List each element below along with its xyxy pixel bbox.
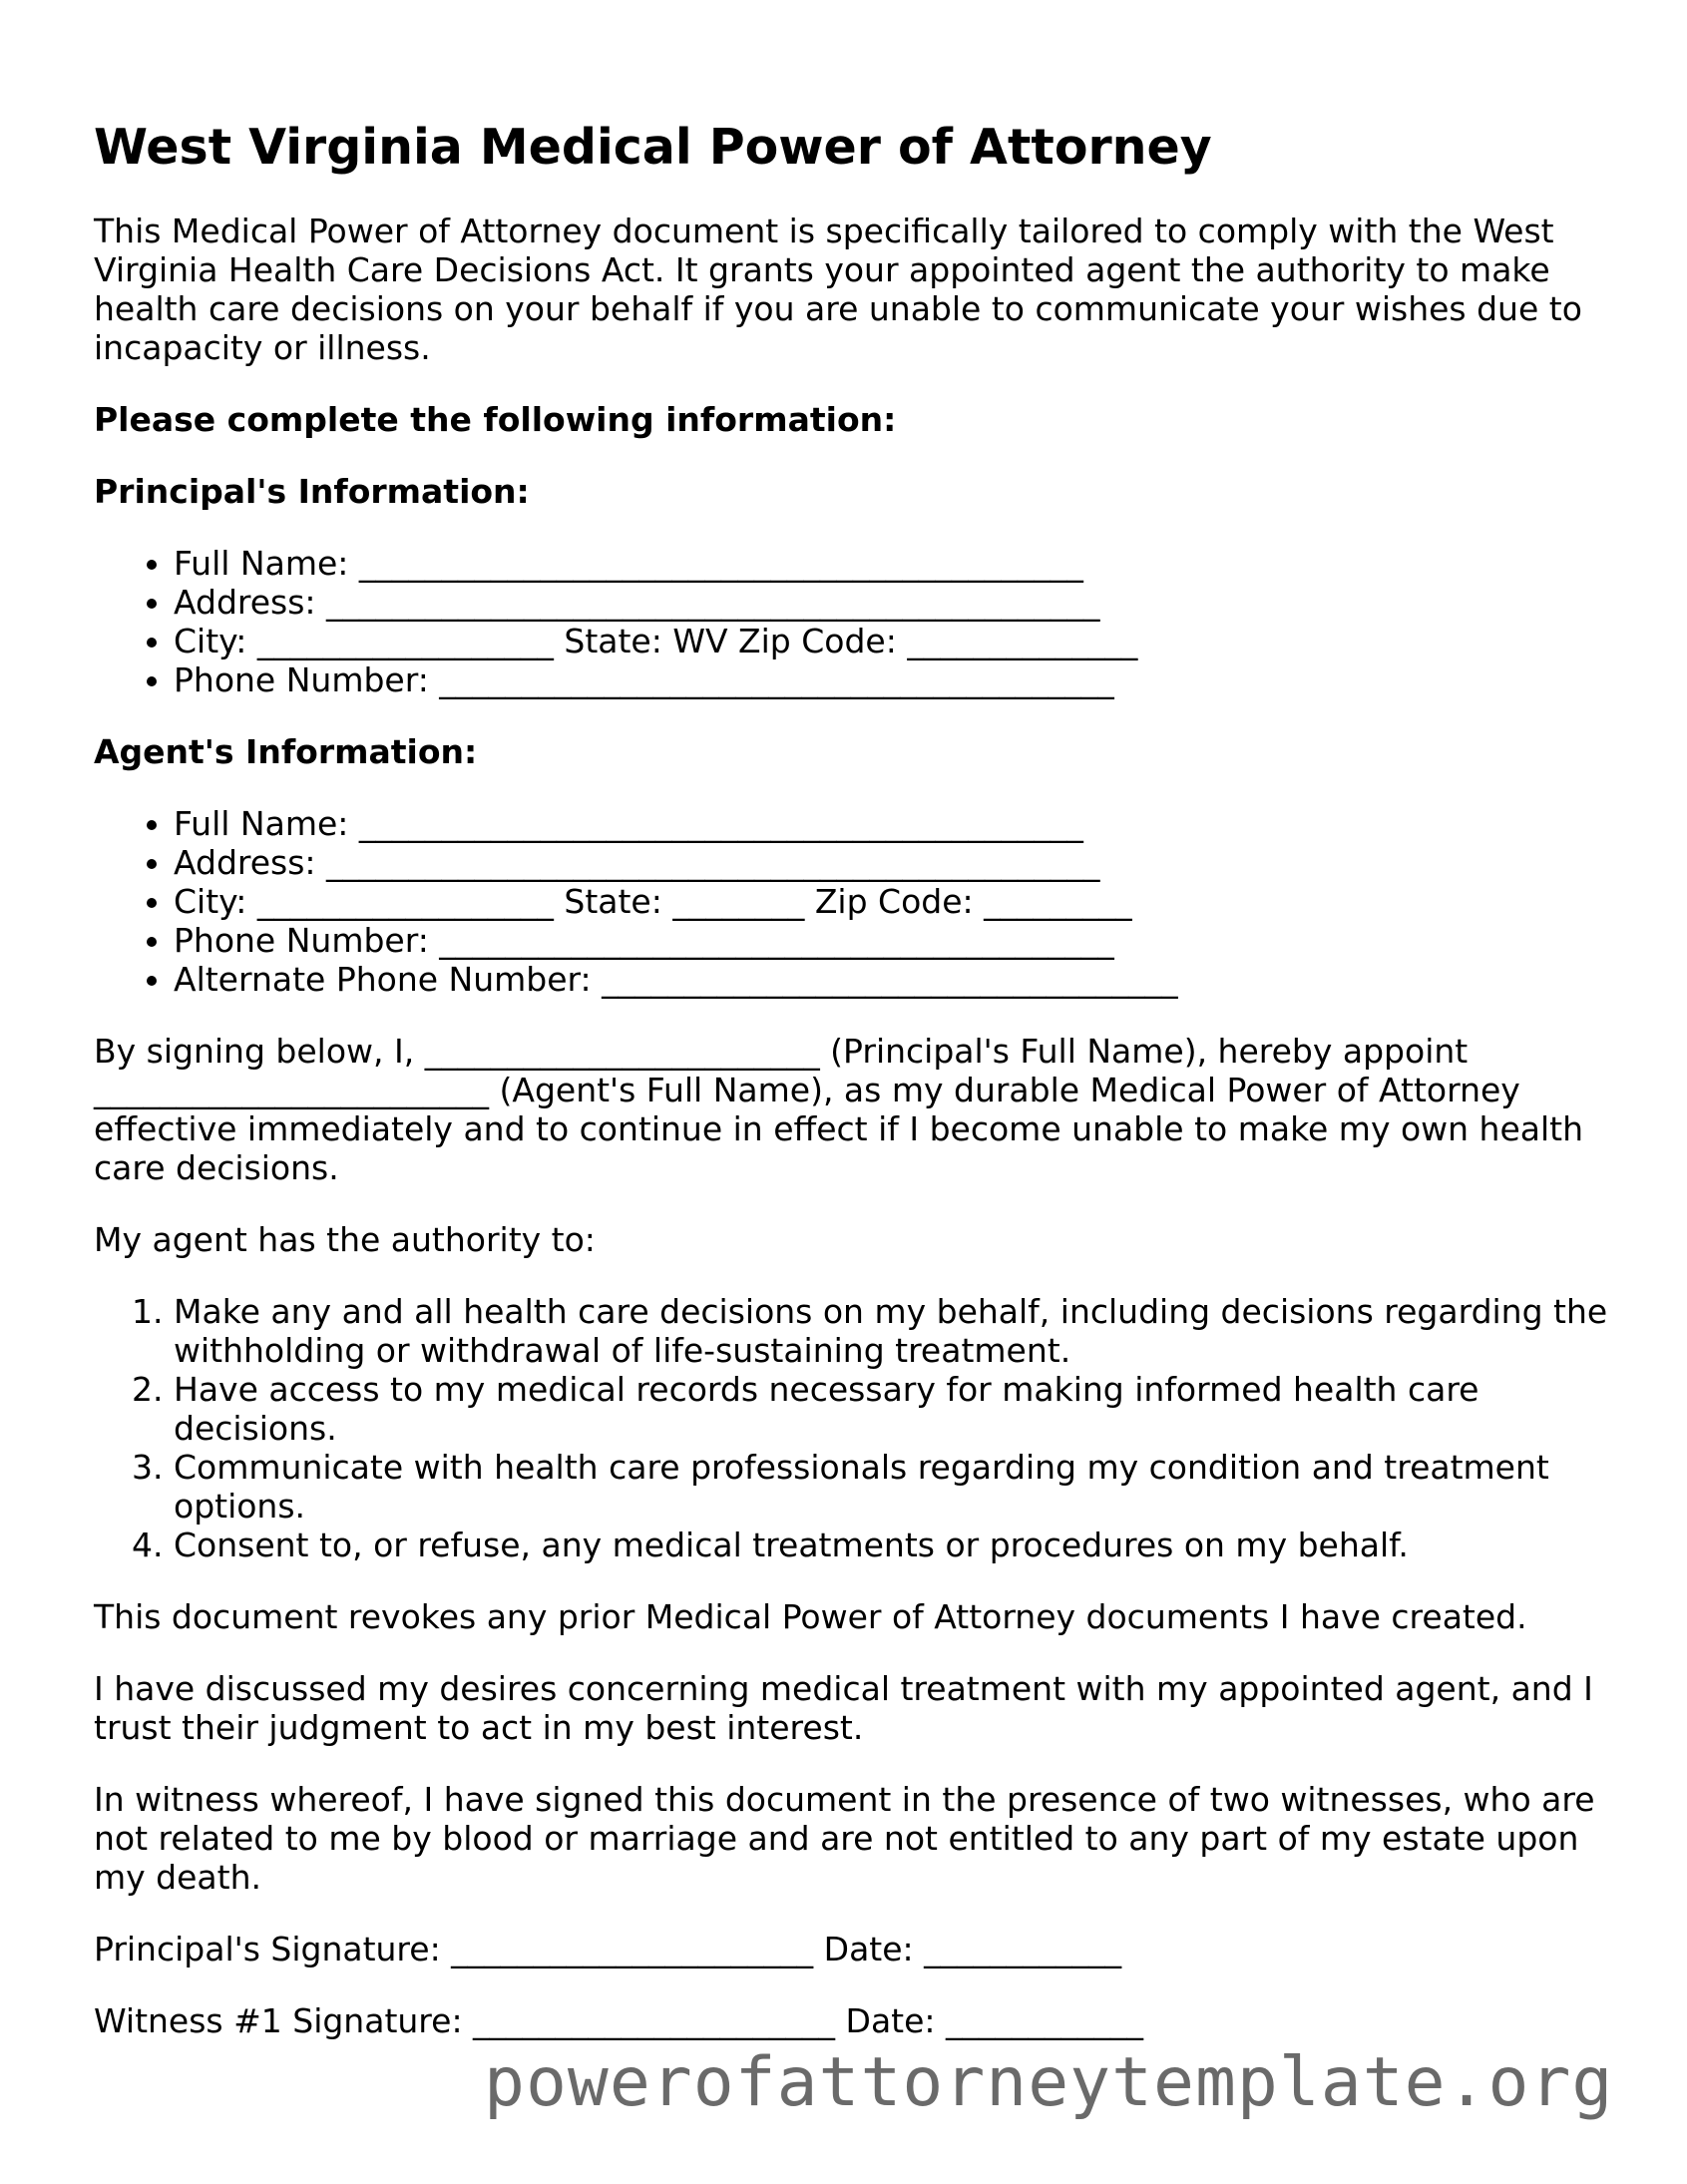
authority-item: 3. Communicate with health care professionals regarding my condition and treatment options. [174, 1448, 1610, 1526]
principal-fields-list [94, 544, 1610, 699]
agent-heading: Agent's Information: [94, 732, 478, 771]
authority-list [94, 1292, 1610, 1564]
witness-1-signature-line: Witness #1 Signature: ______________________ Date: ____________ [94, 2001, 1144, 2040]
authority-item: 4. Consent to, or refuse, any medical treatments or procedures on my behalf. [174, 1526, 1610, 1564]
intro-paragraph: This Medical Power of Attorney document is specifically tailored to comply with the West Virginia Health Care Decisions Act. It grants your appointed agent the authority to make health care decisions on your behalf if you are unable to communicate your wishes due to incapacity or illness. [94, 212, 1582, 367]
witness-statement-paragraph: In witness whereof, I have signed this document in the presence of two witnesses, who are not related to me by blood or marriage and are not entitled to any part of my estate upon my death. [94, 1780, 1595, 1897]
principal-heading: Principal's Information: [94, 472, 530, 511]
principal-city-state-zip-field: • City: __________________ State: WV Zip Code: ______________ [174, 622, 1610, 660]
agent-address-field: • Address: _______________________________________________ [174, 843, 1610, 882]
principal-signature-line: Principal's Signature: ______________________ Date: ____________ [94, 1930, 1122, 1968]
authority-item: 1. Make any and all health care decisions on my behalf, including decisions regarding the withholding or withdrawal of life-sustaining treatment. [174, 1292, 1610, 1370]
watermark: powerofattorneytemplate.org [484, 2043, 1614, 2122]
agent-city-state-zip-field: • City: __________________ State: ________ Zip Code: _________ [174, 882, 1610, 921]
document-page [94, 100, 1610, 2073]
appointment-paragraph: By signing below, I, ________________________ (Principal's Full Name), hereby appoint ________________________ (Agent's Full Name), as my durable Medical Power of Attorney effective immediately and to continue in effect if I become unable to make my own health care decisions. [94, 1032, 1584, 1187]
principal-full-name-field: • Full Name: ____________________________________________ [174, 544, 1610, 583]
document-title: West Virginia Medical Power of Attorney [94, 119, 1212, 176]
authority-item: 2. Have access to my medical records necessary for making informed health care decisions. [174, 1370, 1610, 1448]
instruction-heading: Please complete the following information: [94, 400, 897, 439]
agent-phone-field: • Phone Number: _________________________________________ [174, 921, 1610, 960]
principal-phone-field: • Phone Number: _________________________________________ [174, 660, 1610, 699]
agent-full-name-field: • Full Name: ____________________________________________ [174, 804, 1610, 843]
discussion-paragraph: I have discussed my desires concerning medical treatment with my appointed agent, and I trust their judgment to act in my best interest. [94, 1669, 1593, 1747]
authority-intro: My agent has the authority to: [94, 1220, 596, 1259]
agent-alternate-phone-field: • Alternate Phone Number: ___________________________________ [174, 960, 1610, 999]
agent-fields-list [94, 804, 1610, 999]
revocation-paragraph: This document revokes any prior Medical Power of Attorney documents I have created. [94, 1597, 1527, 1636]
principal-address-field: • Address: _______________________________________________ [174, 583, 1610, 622]
